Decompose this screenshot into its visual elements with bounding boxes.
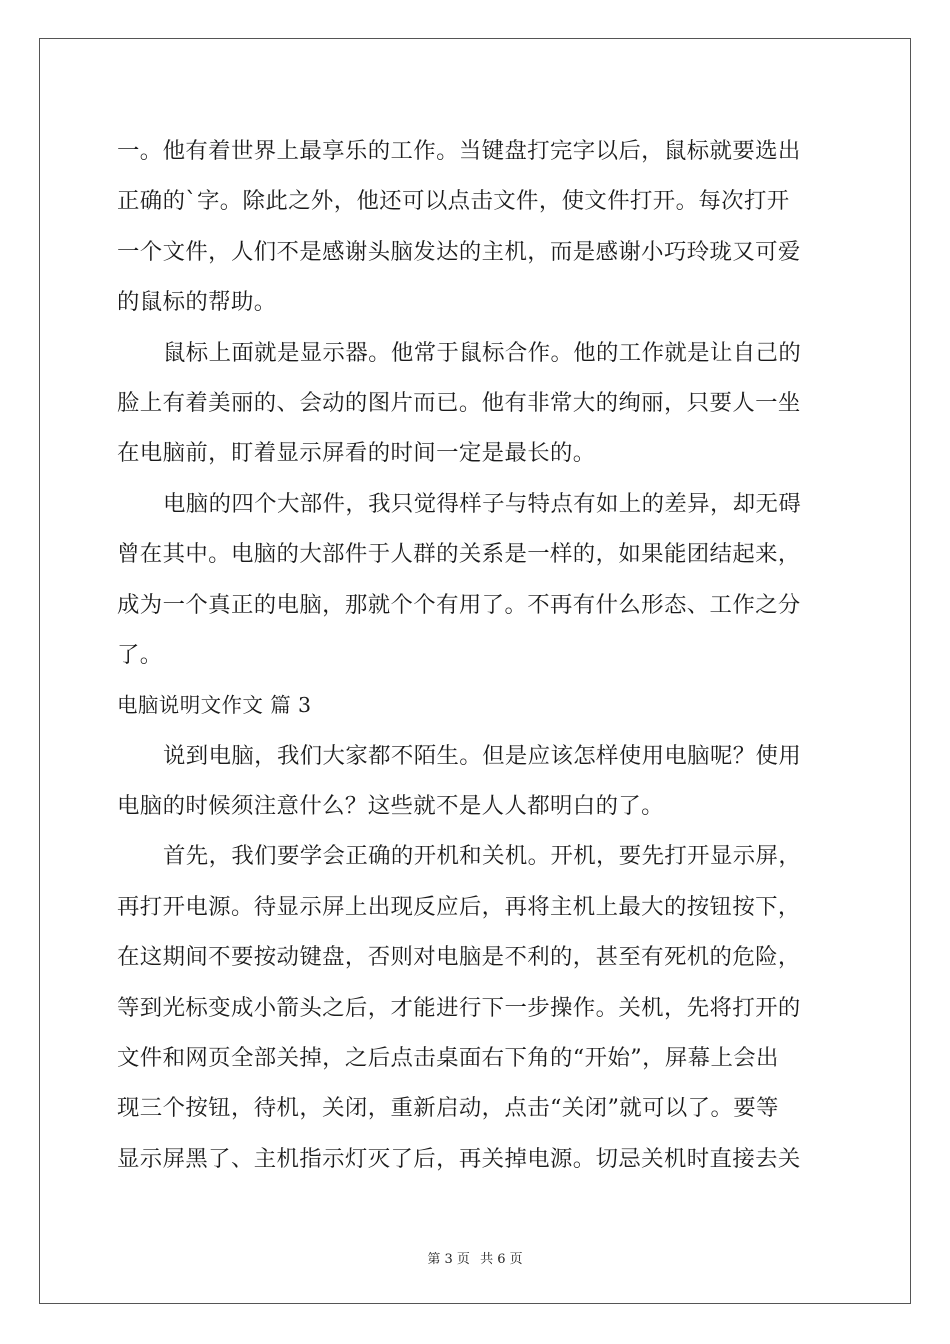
- text-line: 一。他有着世界上最享乐的工作。当键盘打完字以后，鼠标就要选出: [117, 138, 801, 164]
- paragraph-start-line: 说到电脑，我们大家都不陌生。但是应该怎样使用电脑呢？使用: [163, 742, 802, 769]
- text-line: 成为一个真正的电脑，那就个个有用了。不再有什么形态、工作之分: [117, 591, 801, 618]
- text-line: 一个文件，人们不是感谢头脑发达的主机，而是感谢小巧玲珑又可爱: [117, 238, 801, 265]
- text-line: 文件和网页全部关掉，之后点击桌面右下角的“开始”，屏幕上会出: [117, 1045, 779, 1072]
- text-line: 等到光标变成小箭头之后，才能进行下一步操作。关机，先将打开的: [117, 994, 801, 1021]
- text-line: 显示屏黑了、主机指示灯灭了后，再关掉电源。切忌关机时直接去关: [117, 1145, 801, 1172]
- section-heading: 电脑说明文作文 篇 3: [117, 693, 312, 718]
- page-number: 第 3 页: [427, 1252, 470, 1267]
- text-line: 了。: [117, 641, 163, 668]
- text-line: 曾在其中。电脑的大部件于人群的关系是一样的，如果能团结起来，: [117, 541, 801, 568]
- text-line: 在这期间不要按动键盘，否则对电脑是不利的，甚至有死机的危险，: [117, 944, 801, 971]
- text-line: 在电脑前，盯着显示屏看的时间一定是最长的。: [117, 440, 596, 467]
- page-footer: [0, 1248, 950, 1267]
- text-line: 脸上有着美丽的、会动的图片而已。他有非常大的绚丽，只要人一坐: [117, 389, 801, 416]
- text-line: 正确的`字。除此之外，他还可以点击文件，使文件打开。每次打开: [117, 188, 790, 215]
- text-line: 的鼠标的帮助。: [117, 289, 277, 316]
- text-line: 电脑的时候须注意什么？这些就不是人人都明白的了。: [117, 793, 664, 820]
- text-line: 现三个按钮，待机，关闭，重新启动，点击“关闭”就可以了。要等: [117, 1095, 779, 1122]
- document-body: [117, 126, 835, 1184]
- paragraph-start-line: 电脑的四个大部件，我只觉得样子与特点有如上的差异，却无碍: [163, 490, 802, 517]
- page-total: 共 6 页: [480, 1252, 523, 1267]
- text-line: 再打开电源。待显示屏上出现反应后，再将主机上最大的按钮按下，: [117, 893, 801, 920]
- paragraph-start-line: 鼠标上面就是显示器。他常于鼠标合作。他的工作就是让自己的: [163, 339, 802, 366]
- paragraph-start-line: 首先，我们要学会正确的开机和关机。开机，要先打开显示屏，: [163, 843, 802, 870]
